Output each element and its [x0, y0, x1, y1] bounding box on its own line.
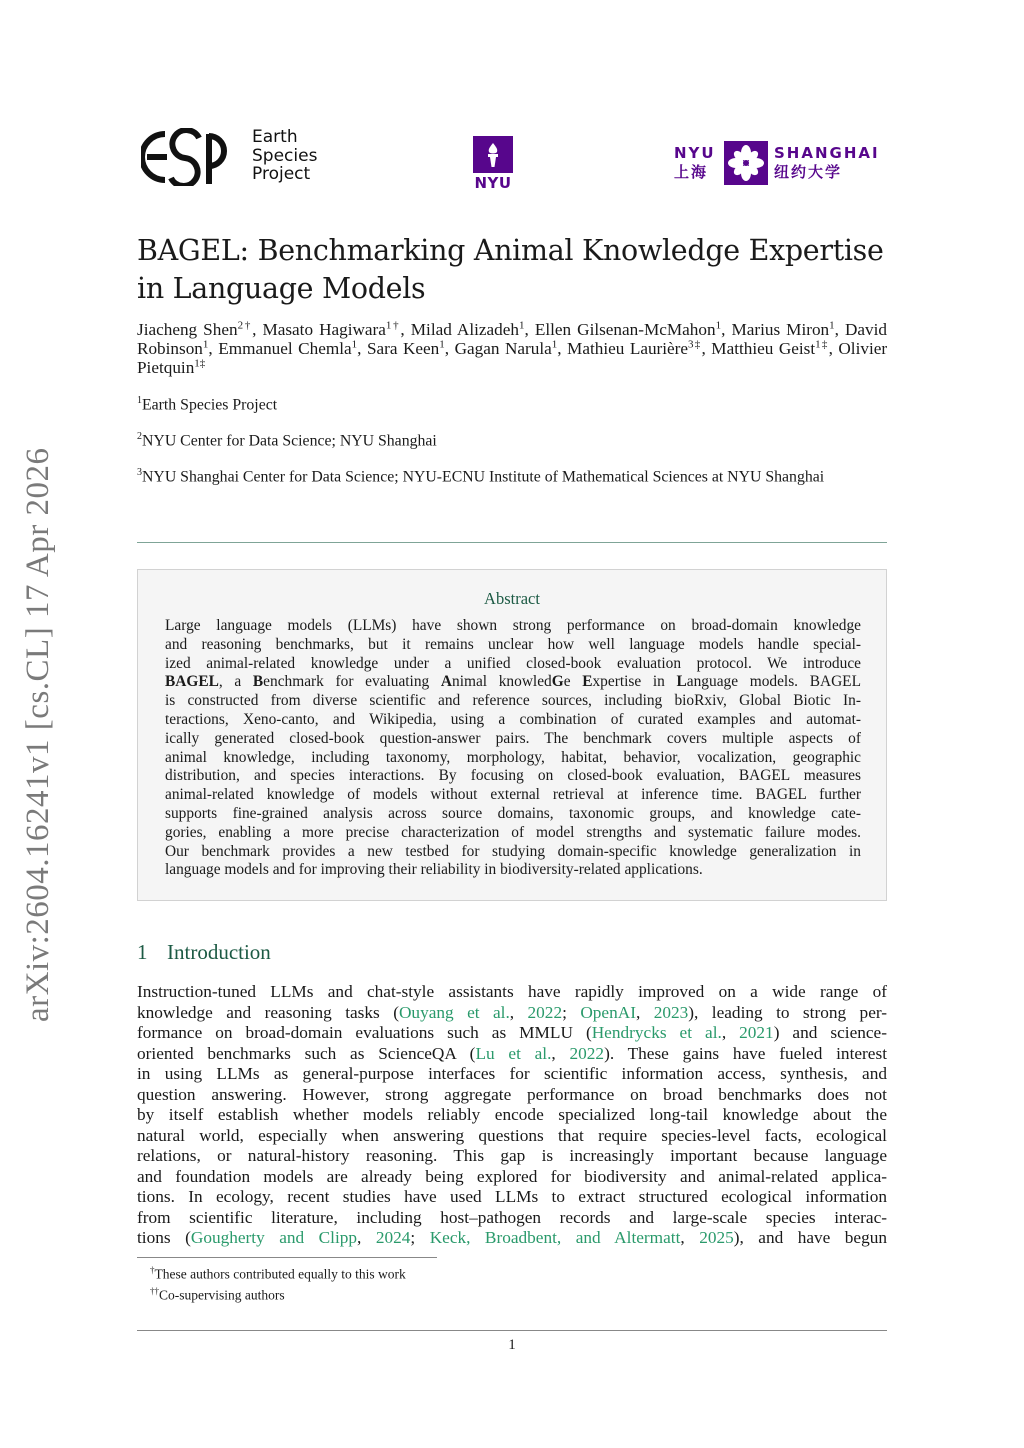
intro-line: knowledge and reasoning tasks (Ouyang et al., 2022; OpenAI, 2023), leading to strong per-	[137, 1002, 888, 1022]
affiliation-2-mark: 2	[137, 431, 142, 442]
abstract-line: distribution, and species interactions. By focusing on closed-book evaluation, BAGEL measures	[165, 767, 861, 785]
citation-link[interactable]: 2022	[569, 1043, 605, 1063]
introduction-paragraph	[137, 982, 887, 1249]
nyush-flower-box	[724, 141, 768, 185]
author-name: Gagan Narula	[454, 339, 552, 358]
abstract-line: gories, enabling a more precise characterization of model strengths and systematic failure modes.	[165, 823, 861, 841]
affiliation-1-text: Earth Species Project	[142, 396, 278, 414]
abstract-bold: G	[551, 673, 564, 691]
author-affiliation-mark: 1	[715, 319, 722, 332]
author-affiliation-mark: 1	[518, 319, 525, 332]
citation-link[interactable]: 2022	[527, 1002, 563, 1022]
citation-link[interactable]: 2021	[739, 1023, 774, 1042]
nyush-shanghai-cn: 上海	[674, 163, 709, 181]
abstract-box	[137, 569, 887, 901]
arxiv-identifier: arXiv:2604.16241v1 [cs.CL] 17 Apr 2026	[20, 447, 56, 1022]
intro-line: in using LLMs as general-purpose interfaces for scientific information access, synthesis, and	[137, 1064, 887, 1083]
nyush-right-text	[774, 144, 880, 182]
citation-link[interactable]: 2023	[653, 1002, 689, 1022]
intro-line: formance on broad-domain evaluations such as MMLU (Hendrycks et al., 2021) and science-	[137, 1023, 887, 1042]
abstract-line: animal knowledge, including taxonomy, morphology, habitat, behavior, vocalization, geographic	[165, 748, 861, 766]
abstract-line: ized animal-related knowledge under a unified closed-book evaluation protocol. We introduce	[165, 654, 861, 672]
citation-link[interactable]: Gougherty and Clipp	[190, 1228, 358, 1247]
affiliation-3-mark: 3	[137, 467, 142, 478]
esp-wordmark	[252, 128, 317, 184]
affiliation-3-text: NYU Shanghai Center for Data Science; NYU-ECNU Institute of Mathematical Sciences at NYU Shanghai	[142, 468, 825, 486]
nyush-university-cn: 纽约大学	[774, 163, 843, 181]
esp-word-earth: Earth	[252, 127, 298, 147]
abstract-span: , a	[218, 673, 253, 691]
citation-link[interactable]: 2024	[375, 1228, 411, 1247]
author-name: Olivier Pietquin	[137, 339, 888, 377]
abstract-line: is constructed from diverse scientific and reference sources, including bioRxiv, Global Biotic In-	[165, 692, 861, 710]
author-name: Emmanuel Chemla	[218, 339, 352, 358]
section-heading-introduction	[137, 940, 271, 965]
abstract-line	[165, 673, 861, 692]
abstract-line: Our benchmark provides a new testbed for studying domain-specific knowledge generalization in	[165, 842, 861, 860]
intro-line: tions. In ecology, recent studies have used LLMs to extract structured ecological information	[137, 1187, 887, 1206]
magnolia-flower-icon	[727, 144, 765, 182]
author-affiliation-mark: 1	[202, 338, 209, 351]
author-name: Ellen Gilsenan-McMahon	[534, 320, 716, 339]
section-number: 1	[137, 940, 148, 964]
footnote-1-text: These authors contributed equally to this work	[154, 1266, 406, 1282]
abstract-span: xpertise in	[592, 673, 677, 691]
abstract-span: nimal knowled	[452, 673, 552, 691]
footnote-divider	[137, 1257, 437, 1258]
abstract-line: teractions, Xeno-canto, and Wikipedia, using a combination of curated examples and automat-	[165, 710, 861, 728]
intro-line: by itself establish whether models reliably encode specialized long-tail knowledge about the	[137, 1105, 887, 1124]
nyu-logo	[473, 136, 513, 192]
title-line-2: in Language Models	[137, 272, 426, 305]
author-affiliation-mark: 1‡	[194, 357, 206, 370]
citation-link[interactable]: Lu et al.	[475, 1043, 552, 1063]
nyush-nyu: NYU	[674, 144, 716, 162]
abstract-bold: L	[676, 673, 687, 691]
footer-divider	[137, 1330, 887, 1331]
intro-line: natural world, especially when answering questions that require species-level facts, ecological	[137, 1125, 887, 1145]
citation-link[interactable]: Ouyang et al.	[398, 1002, 510, 1022]
author-affiliation-mark: 3‡	[688, 338, 702, 351]
footnote-2-mark: ††	[150, 1285, 159, 1296]
intro-line: question answering. However, strong aggregate performance on broad benchmarks does not	[137, 1084, 887, 1104]
intro-line: and foundation models are already being explored for biodiversity and animal-related applica-	[137, 1166, 887, 1186]
author-name: Milad Alizadeh	[410, 320, 519, 339]
esp-word-species: Species	[252, 145, 318, 166]
paper-title	[137, 232, 897, 308]
abstract-line: and reasoning benchmarks, but it remains unclear how well language models handle special-	[165, 635, 861, 653]
abstract-line: ically generated closed-book question-answer pairs. The benchmark covers multiple aspects of	[165, 729, 861, 747]
footnote-2	[150, 1283, 406, 1304]
affiliation-2	[137, 431, 437, 450]
citation-link[interactable]: OpenAI	[580, 1002, 636, 1022]
author-name: David Robinson	[137, 320, 888, 358]
footnote-1	[150, 1262, 406, 1283]
abstract-text	[165, 617, 861, 880]
intro-line: relations, or natural-history reasoning. This gap is increasingly important because language	[137, 1146, 887, 1165]
author-affiliation-mark: 1	[351, 338, 358, 351]
author-affiliation-mark: 2†	[237, 319, 253, 332]
section-title: Introduction	[167, 940, 271, 964]
author-name: Marius Miron	[731, 320, 830, 339]
logo-bar	[137, 126, 887, 196]
abstract-span: enchmark for evaluating	[263, 673, 441, 691]
abstract-bold: BAGEL	[165, 673, 219, 691]
abstract-span: e	[563, 673, 583, 691]
earth-species-project-logo	[141, 126, 381, 188]
torch-icon	[482, 141, 504, 169]
author-affiliation-mark: 1†	[385, 319, 401, 332]
citation-link[interactable]: Keck, Broadbent, and Altermatt	[429, 1228, 681, 1247]
affiliation-1	[137, 395, 277, 414]
abstract-bold: A	[440, 673, 453, 691]
author-name: Matthieu Geist	[711, 339, 816, 358]
author-affiliation-mark: 1	[829, 319, 835, 332]
nyu-torch-box	[473, 136, 513, 173]
abstract-line: animal-related knowledge of models without external retrieval at inference time. BAGEL further	[165, 786, 861, 804]
author-list: Jiacheng Shen$^{2\dagger}$, Masato Hagiwara$^{1\dagger}$, Milad Alizadeh$^1$, Ellen Gilsenan-McMahon$^1$, Marius Miron$^1$, David Robinson$^1$, Emmanuel Chemla$^1$, Sara Keen$^1$, Gagan Narula$^1$, Mathieu Laurière$^{3\ddagger}$, Matthieu Geist$^{1\ddagger}$, Olivier Pietquin$^{1\ddagger}$	[137, 319, 888, 377]
abstract-bold: E	[582, 673, 593, 691]
header-divider	[137, 542, 887, 543]
author-affiliation-mark: 1	[551, 338, 558, 351]
footnotes	[150, 1262, 406, 1303]
author-affiliation-mark: 1	[439, 338, 445, 351]
abstract-bold: B	[252, 673, 264, 691]
author-name: Masato Hagiwara	[262, 320, 386, 339]
page-number: 1	[508, 1337, 516, 1353]
affiliation-1-mark: 1	[137, 395, 142, 406]
author-affiliation-mark: 1‡	[815, 338, 829, 351]
esp-word-project: Project	[252, 164, 311, 184]
nyu-wordmark: NYU	[474, 174, 512, 192]
author-name: Mathieu Laurière	[567, 339, 689, 358]
nyu-shanghai-logo	[674, 141, 880, 185]
title-line-1: BAGEL: Benchmarking Animal Knowledge Expertise	[137, 234, 884, 267]
footnote-1-mark: †	[150, 1265, 155, 1275]
footnote-2-text: Co-supervising authors	[159, 1287, 285, 1302]
affiliation-3	[137, 467, 824, 486]
author-name: Sara Keen	[366, 339, 440, 358]
nyush-shanghai-en: SHANGHAI	[774, 144, 880, 162]
abstract-line: supports fine-grained analysis across source domains, taxonomic groups, and knowledge cate-	[165, 804, 861, 822]
abstract-line: Large language models (LLMs) have shown strong performance on broad-domain knowledge	[165, 617, 861, 634]
abstract-heading: Abstract	[484, 589, 540, 608]
citation-link[interactable]: 2025	[699, 1228, 734, 1247]
nyush-left-text	[674, 144, 716, 182]
esp-mark-icon	[141, 128, 241, 186]
intro-line: from scientific literature, including host–pathogen records and large-scale species interac-	[137, 1207, 887, 1227]
intro-line: oriented benchmarks such as ScienceQA (Lu et al., 2022). These gains have fueled interest	[137, 1043, 887, 1063]
abstract-line: language models and for improving their reliability in biodiversity-related applications.	[165, 861, 703, 879]
intro-line: tions (Gougherty and Clipp, 2024; Keck, Broadbent, and Altermatt, 2025), and have begun	[137, 1228, 888, 1247]
affiliation-2-text: NYU Center for Data Science; NYU Shanghai	[142, 432, 437, 450]
intro-line: Instruction-tuned LLMs and chat-style assistants have rapidly improved on a wide range of	[137, 982, 887, 1001]
author-name: Jiacheng Shen	[137, 320, 238, 339]
citation-link[interactable]: Hendrycks et al.	[591, 1023, 722, 1042]
abstract-span: anguage models. BAGEL	[686, 673, 861, 691]
